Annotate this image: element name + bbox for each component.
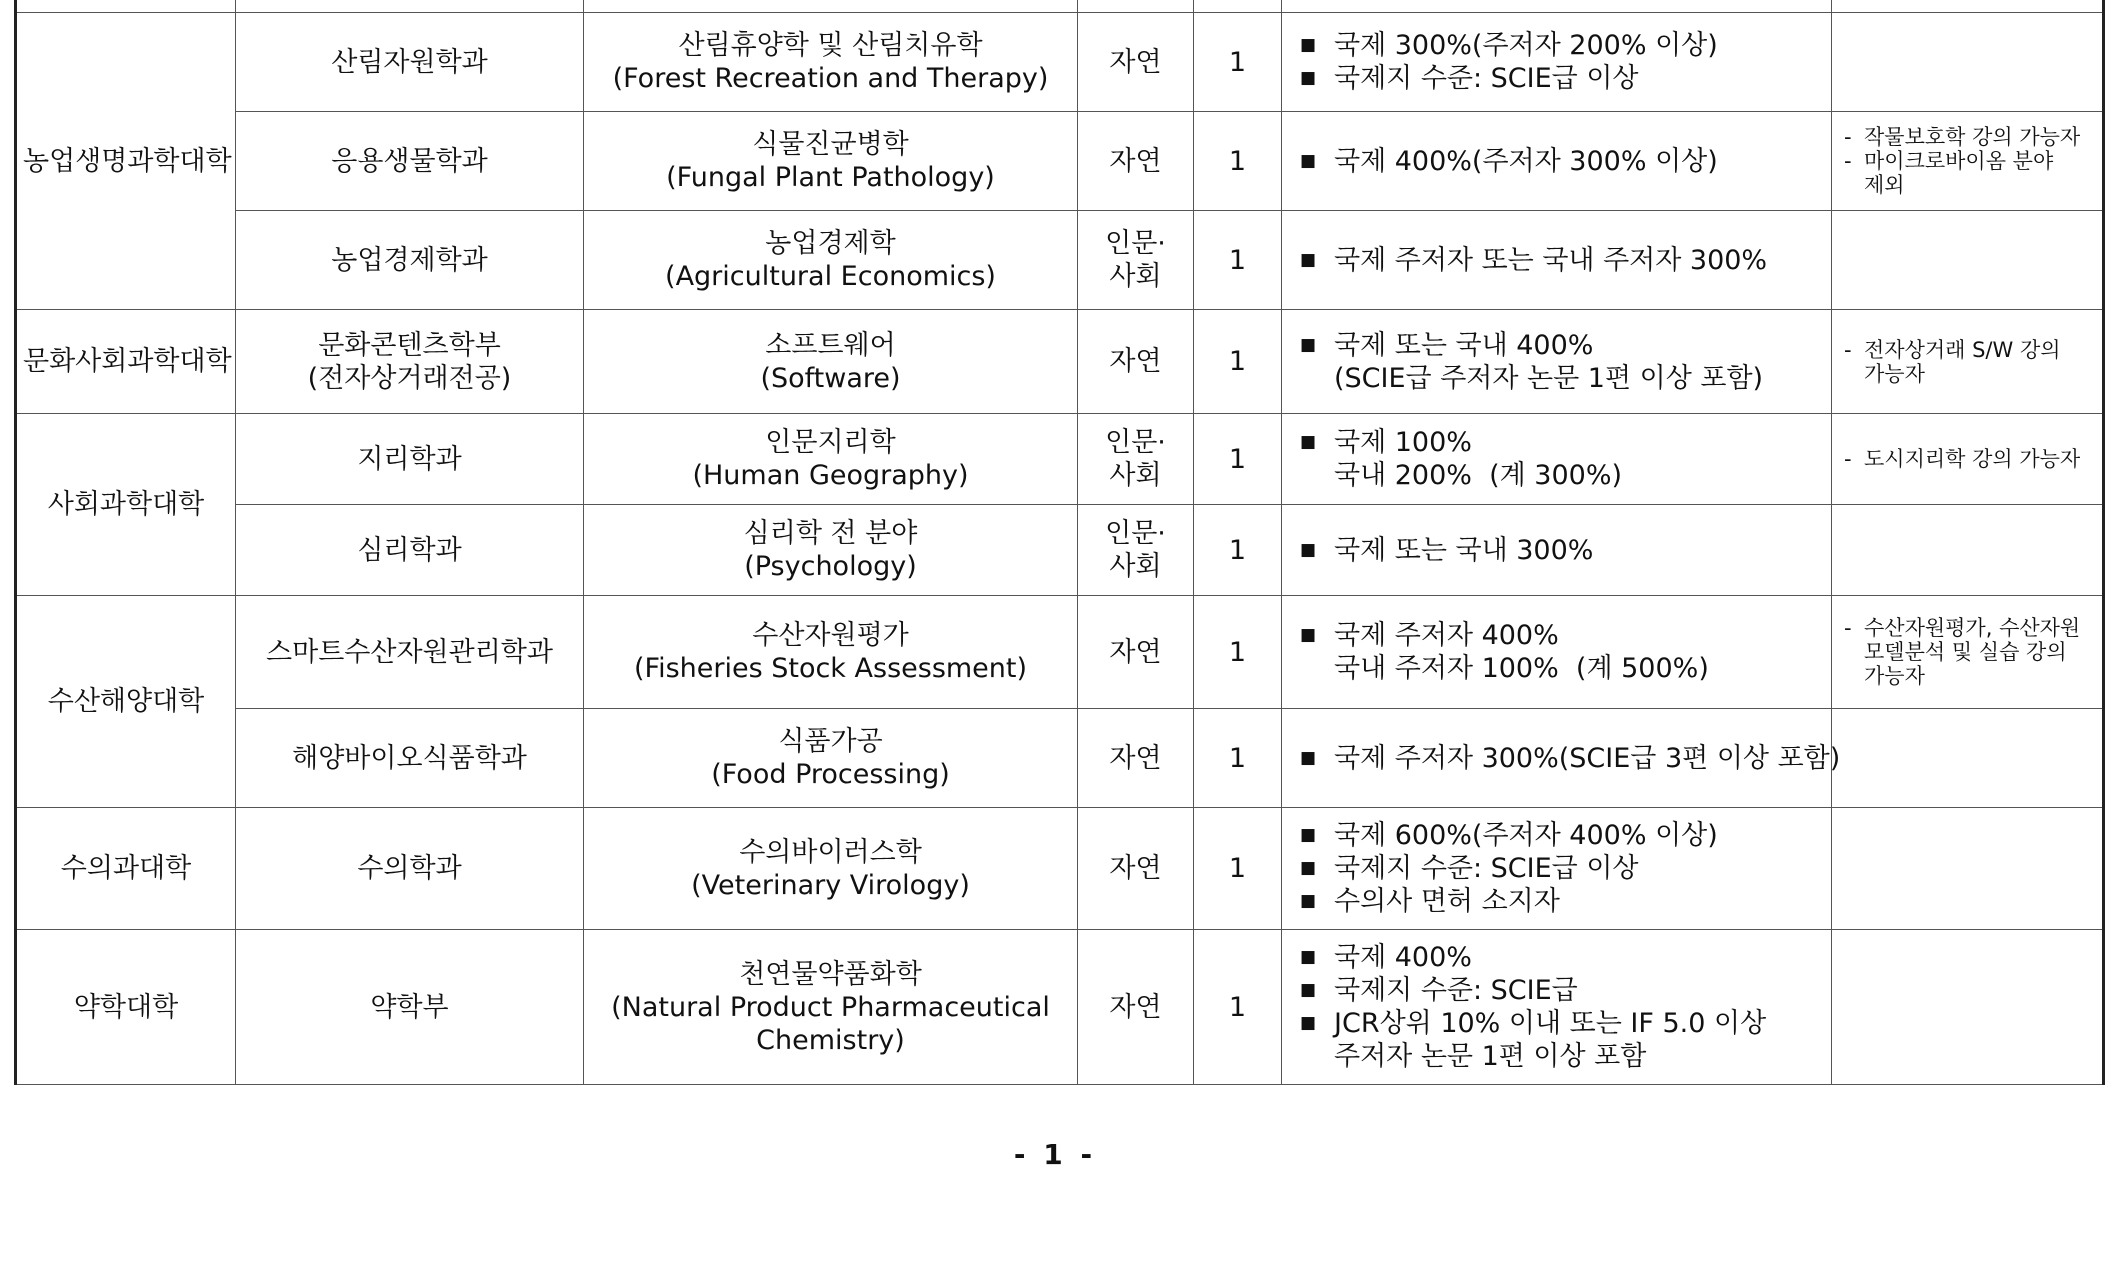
note-line: - 전자상거래 S/W 강의 가능자 <box>1844 337 2061 386</box>
category-text: 인문· <box>1105 427 1166 458</box>
requirement-line: ■ 국제 400% <box>1300 942 1472 973</box>
category-cell <box>1078 709 1194 808</box>
note-line: - 도시지리학 강의 가능자 <box>1844 447 2081 471</box>
square-bullet-icon: ■ <box>1300 539 1317 560</box>
department-name: 문화콘텐츠학부 <box>318 329 501 361</box>
category-text: 사회 <box>1109 261 1162 292</box>
notes-cell <box>1832 596 2104 709</box>
category-text: 자연 <box>1109 46 1162 78</box>
notes-cell <box>1832 310 2104 414</box>
department-cell: 산림자원학과 <box>236 13 584 112</box>
college-cell: 농업생명과학대학 <box>16 13 236 310</box>
college-cell: 수의과대학 <box>16 808 236 930</box>
category-text: 인문· <box>1105 228 1166 259</box>
square-bullet-icon: ■ <box>1300 858 1317 878</box>
field-english: (Software) <box>760 362 901 394</box>
college-cell: 문화사회과학대학 <box>16 310 236 414</box>
table-top-edge-row <box>16 0 2104 13</box>
square-bullet-icon: ■ <box>1300 747 1317 768</box>
requirements-cell <box>1282 112 1832 211</box>
requirements-cell <box>1282 808 1832 930</box>
field-english: (Natural Product Pharmaceutical <box>611 991 1050 1023</box>
note-line: - 수산자원평가, 수산자원 모델분석 및 실습 강의 가능자 <box>1844 616 2081 688</box>
field-korean: 수산자원평가 <box>752 620 909 651</box>
count-cell: 1 <box>1194 930 1282 1085</box>
square-bullet-icon: ■ <box>1300 68 1317 88</box>
category-cell <box>1078 505 1194 596</box>
count-cell: 1 <box>1194 414 1282 505</box>
field-english: (Veterinary Virology) <box>691 869 970 901</box>
department-cell: 응용생물학과 <box>236 112 584 211</box>
requirements-cell <box>1282 310 1832 414</box>
dash-bullet: - <box>1844 447 1852 471</box>
category-text: 인문· <box>1105 518 1166 549</box>
requirements-cell <box>1282 596 1832 709</box>
field-korean: 소프트웨어 <box>765 329 896 361</box>
category-text: 자연 <box>1109 991 1162 1023</box>
requirement-line: ■ 국제 주저자 300%(SCIE급 3편 이상 포함) <box>1300 742 1841 774</box>
requirement-line: ■ 국제지 수준: SCIE급 이상 <box>1300 63 1639 94</box>
field-english: (Psychology) <box>744 551 917 582</box>
notes-cell <box>1832 414 2104 505</box>
department-cell: 스마트수산자원관리학과 <box>236 596 584 709</box>
table-row <box>16 709 2104 808</box>
count-cell: 1 <box>1194 505 1282 596</box>
field-cell <box>584 930 1078 1085</box>
department-sub: (전자상거래전공) <box>307 362 512 394</box>
dash-bullet: - <box>1844 149 1852 173</box>
requirement-line: ■ 국제 주저자 400% <box>1300 620 1559 651</box>
category-cell <box>1078 414 1194 505</box>
requirements-cell <box>1282 709 1841 808</box>
requirement-line: ■ 국제지 수준: SCIE급 <box>1300 975 1578 1006</box>
field-cell <box>584 808 1078 930</box>
requirement-line: ■ JCR상위 10% 이내 또는 IF 5.0 이상 <box>1300 1008 1767 1039</box>
category-cell <box>1078 310 1194 414</box>
notes-cell <box>1832 505 2104 596</box>
category-cell <box>1078 808 1194 930</box>
requirement-line: ■ 국제지 수준: SCIE급 이상 <box>1300 853 1639 884</box>
department-cell: 약학부 <box>236 930 584 1085</box>
square-bullet-icon: ■ <box>1300 334 1317 355</box>
category-text: 자연 <box>1109 346 1162 377</box>
square-bullet-icon: ■ <box>1300 980 1317 1000</box>
square-bullet-icon: ■ <box>1300 35 1317 55</box>
department-cell: 해양바이오식품학과 <box>236 709 584 808</box>
field-korean: 수의바이러스학 <box>739 836 922 868</box>
college-cell: 수산해양대학 <box>16 596 236 808</box>
college-cell: 약학대학 <box>16 930 236 1085</box>
department-cell: 수의학과 <box>236 808 584 930</box>
field-cell <box>584 211 1078 310</box>
field-english: (Fisheries Stock Assessment) <box>633 653 1028 684</box>
notes-cell <box>1832 709 2104 808</box>
department-cell <box>236 310 584 414</box>
count-cell: 1 <box>1194 112 1282 211</box>
recruitment-table <box>14 0 2105 1085</box>
note-line: - 마이크로바이옴 분야 제외 <box>1844 149 2054 197</box>
dash-bullet: - <box>1844 337 1852 362</box>
requirement-line: ■ 국제 주저자 또는 국내 주저자 300% <box>1300 244 1768 276</box>
category-text: 자연 <box>1109 145 1162 177</box>
square-bullet-icon: ■ <box>1300 150 1317 171</box>
note-line: - 작물보호학 강의 가능자 <box>1844 125 2081 149</box>
dash-bullet: - <box>1844 125 1852 149</box>
requirement-line: (SCIE급 주저자 논문 1편 이상 포함) <box>1334 362 1764 394</box>
category-cell <box>1078 930 1194 1085</box>
table-row <box>16 310 2104 414</box>
count-cell: 1 <box>1194 211 1282 310</box>
field-korean: 농업경제학 <box>765 228 896 259</box>
field-english: (Forest Recreation and Therapy) <box>612 63 1049 94</box>
table-row <box>16 112 2104 211</box>
requirements-cell <box>1282 505 1832 596</box>
table-row <box>16 505 2104 596</box>
requirement-line: ■ 국제 400%(주저자 300% 이상) <box>1300 145 1718 177</box>
field-english: (Food Processing) <box>711 759 950 790</box>
square-bullet-icon: ■ <box>1300 432 1317 452</box>
requirement-line: ■ 국제 300%(주저자 200% 이상) <box>1300 30 1718 61</box>
count-cell: 1 <box>1194 808 1282 930</box>
field-cell <box>584 709 1078 808</box>
table-row <box>16 808 2104 930</box>
requirements-cell <box>1282 211 1832 310</box>
department-cell: 농업경제학과 <box>236 211 584 310</box>
field-cell <box>584 13 1078 112</box>
square-bullet-icon: ■ <box>1300 891 1317 911</box>
category-cell <box>1078 211 1194 310</box>
requirement-line: 주저자 논문 1편 이상 포함 <box>1334 1041 1647 1072</box>
field-cell <box>584 505 1078 596</box>
requirements-cell <box>1282 414 1832 505</box>
field-cell <box>584 596 1078 709</box>
field-cell <box>584 310 1078 414</box>
requirement-line: ■ 수의사 면허 소지자 <box>1300 886 1560 917</box>
requirement-line: ■ 국제 600%(주저자 400% 이상) <box>1300 820 1718 851</box>
requirement-line: ■ 국제 또는 국내 400% <box>1300 329 1594 361</box>
square-bullet-icon: ■ <box>1300 1013 1317 1033</box>
count-cell: 1 <box>1194 709 1282 808</box>
field-korean: 식물진균병학 <box>752 129 909 160</box>
field-english: (Fungal Plant Pathology) <box>666 162 995 193</box>
category-cell <box>1078 112 1194 211</box>
requirement-line: 국내 200% (계 300%) <box>1334 460 1623 491</box>
requirement-line: ■ 국제 100% <box>1300 427 1472 458</box>
category-text: 자연 <box>1109 853 1162 884</box>
square-bullet-icon: ■ <box>1300 947 1317 967</box>
table-row <box>16 930 2104 1085</box>
field-english-cont: Chemistry) <box>756 1024 905 1056</box>
category-text: 사회 <box>1109 460 1162 491</box>
field-korean: 식품가공 <box>778 726 883 757</box>
notes-cell <box>1832 112 2104 211</box>
table-row <box>16 211 2104 310</box>
count-cell: 1 <box>1194 596 1282 709</box>
table-row <box>16 596 2104 709</box>
field-english: (Human Geography) <box>692 460 969 491</box>
category-text: 자연 <box>1109 742 1162 774</box>
category-cell <box>1078 596 1194 709</box>
department-cell: 지리학과 <box>236 414 584 505</box>
department-cell: 심리학과 <box>236 505 584 596</box>
count-cell: 1 <box>1194 13 1282 112</box>
square-bullet-icon: ■ <box>1300 249 1317 270</box>
field-cell <box>584 112 1078 211</box>
dash-bullet: - <box>1844 616 1852 640</box>
notes-cell <box>1832 930 2104 1085</box>
field-korean: 천연물약품화학 <box>739 958 922 990</box>
category-cell <box>1078 13 1194 112</box>
table-row <box>16 13 2104 112</box>
square-bullet-icon: ■ <box>1300 825 1317 845</box>
requirements-cell <box>1282 930 1832 1085</box>
notes-cell <box>1832 13 2104 112</box>
notes-cell <box>1832 211 2104 310</box>
requirements-cell <box>1282 13 1832 112</box>
college-cell: 사회과학대학 <box>16 414 236 596</box>
table-row <box>16 414 2104 505</box>
field-korean: 인문지리학 <box>765 427 896 458</box>
field-korean: 산림휴양학 및 산림치유학 <box>678 30 983 61</box>
notes-cell <box>1832 808 2104 930</box>
field-korean: 심리학 전 분야 <box>743 518 918 549</box>
square-bullet-icon: ■ <box>1300 625 1317 645</box>
field-english: (Agricultural Economics) <box>665 261 996 292</box>
requirement-line: 국내 주저자 100% (계 500%) <box>1334 653 1709 684</box>
category-text: 사회 <box>1109 551 1162 582</box>
count-cell: 1 <box>1194 310 1282 414</box>
requirement-line: ■ 국제 또는 국내 300% <box>1300 534 1594 566</box>
page-number: - 1 - <box>1013 1138 1097 1171</box>
category-text: 자연 <box>1109 636 1162 668</box>
field-cell <box>584 414 1078 505</box>
